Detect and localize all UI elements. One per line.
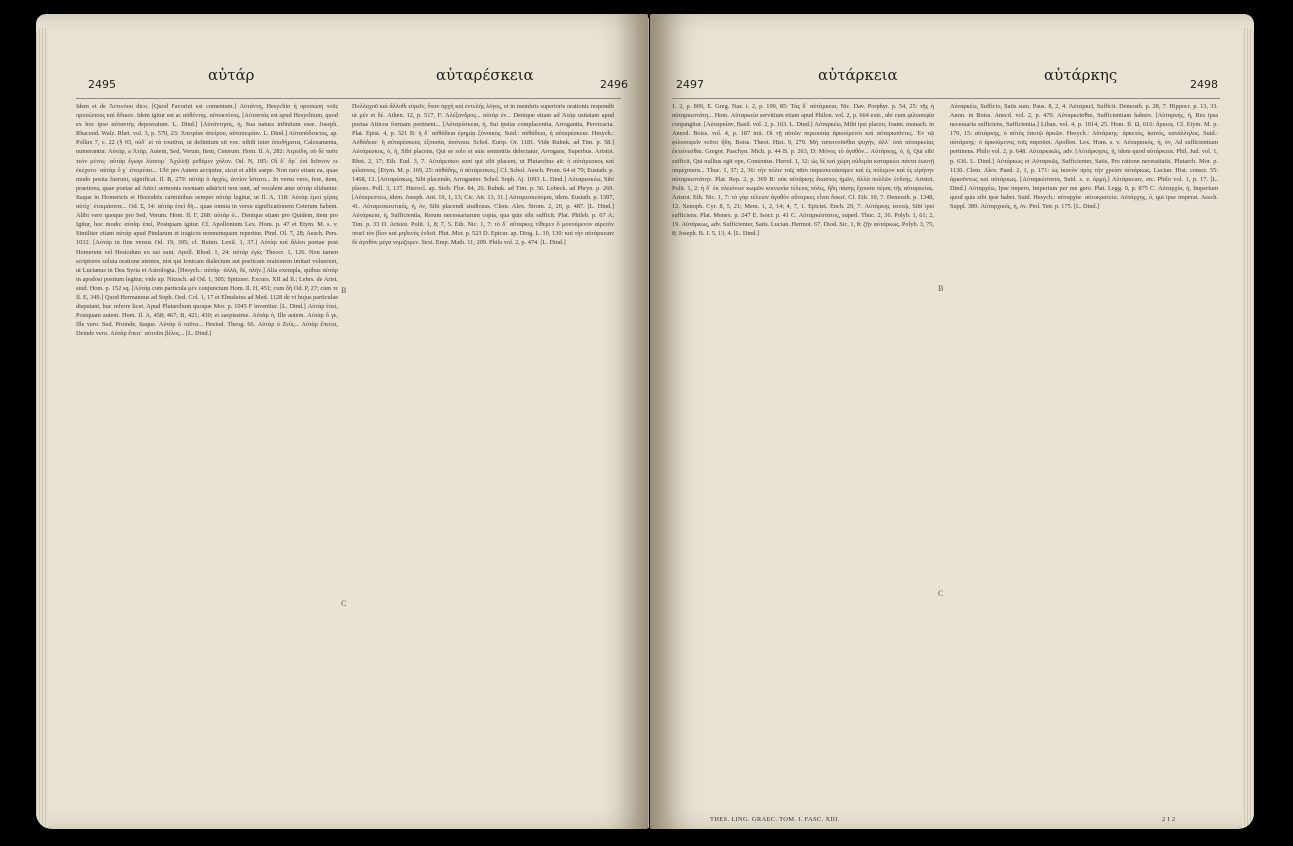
running-head-right: αὐτάρκεια: [818, 66, 898, 84]
running-head-right-outer: αὐτάρκης: [1044, 66, 1118, 84]
page-edges-right: [1242, 28, 1254, 828]
column-a: Idem et de Ἀντινόου dico. [Quod Favorini est comentum.] Αὐτάντη, Hesychio ἡ προσώπη τοῦς προσώπους καὶ ἄδικον. Idem igitur est ac αὐθέντης. αὐτοκτόνος. [Αὐταντάς est apud Hesychium, quod ex hoc ipso αὐταντής depravatum. L. Dind.] [Αὐτάντησις, ἡ, Sua natura infinitum esse. Joseph. Rhacend. Walz. Rhet. vol. 3, p. 570, 23: Ἀπειρίαν ἀπείρου, αὐταπειρίαν. L. Dind.] Αὐταπόδεικτος, ap. Pollux 7, c. 22 (§ 93, οὐδ᾽ εἰ τά τοιαῦτα, ut definitum sit voc. nihili inter ὑποδήματα, Calceamenta, numerantur. Αὐτάρ, a Ἀτὰρ, Autem, Sed, Verum, Item, Ceterum. Hom. Il. A, 282: Ἀτρείδη, σὺ δὲ παῦε τεὸν μένος· αὐτὰρ ἔγωγε λίσσομ᾽ Ἀχιλλῆϊ μεθέμεν χόλον. Od. N, 185: Οἳ δ᾽ ἄρ᾽ ἐπὶ δεῖπνον τε ἐκέχυτο· αὐτὰρ ὅ γ᾽ ἐπιτρέπει... Ubi pro Autem accipitur, sicut et alibi saepe. Non raro etiam ea, quae modo posita fuerunt, significat. Il. B, 279: αὐτὰρ ὁ ἀρχὸς, ἀντίον ἴστατο... In versu vero, fere, item, praeterea, quae poetae ad Attici sermonis normam adstricti non sunt, ad vocalem ante αὐτάρ eliduntur. Itaque in Homericis et Hesiodeis carminibus semper αὐτάρ legitur, ut Il. A, 118: Αὐτὰρ ἐμοὶ γέρας αὐτίχ᾽ ἑτοιμάσατε... Od. Σ, 14: αὐτὰρ ἐπεὶ δὴ... quae omnia in versu significationem Ceterum habent. Alibi vero quoque pro Sed, Verum. Hom. Il. Γ, 268: αὐτὰρ ὁ... Denique etiam pro Quidem, item pro Igitur, hoc modo: αὐτὰρ ἐπεὶ, Postquam igitur. Cf. Apollonium Lex. Hom. p. 47 et Etym. M. s. v. Similiter etiam αὐτάρ apud Pindarum et tragicos nonnumquam reperitur. Pind. Ol. 7, 28; Aesch. Pers. 1032. [Αὐτάρ in fine versus Od. 19, 395; cf. Buttm. Lexil. 1, 37.] Αὐτὰρ καὶ ἄλλοι poetae post Homerum vel Hesiodum eo usi sunt. Apoll. Rhod. 1, 24: αὐτὰρ ἐγώ; Theocr. 1, 126. Non tamen scriptores soluta oratione utentes, nisi qui Ionicam dialectum aut poeticam orationem imitari voluerunt, ut Lucianus in Dea Syria et Astrologia. [Hesych.: αὐτάρ· ἀλλά, δέ, πλήν.] Alia exempla, quibus αὐτάρ in apodosi positum legitur, vide ap. Nitzsch. ad Od. 1, 305; Spitzner. Excurs. XII ad Il.; Lehrs. de Arist. stud. Hom. p. 152 sq. [Αὐτάρ cum particula μέν conjunctum Hom. Il. H, 451; cum δή Od. P, 27; cum τε Il. E, 349.] Quod Hermannus ad Soph. Oed. Col. 1, 17 et Elmsleius ad Med. 1128 de vi hujus particulae disputant, huc referre licet. Apud Plutarchum quoque Mor. p. 1045 F invenitur. [L. Dind.] Αὐτάρ ἐπεί, Postquam autem. Hom. Il. A, 458; 467; B, 421; 430; et saepissime. Αὐτὰρ ὁ, Ille autem. Αὐτὰρ ὅ γε, Ille vero. Sed. Proinde, Itaque. Αὐτὰρ ὅ ταῦτα... Hesiod. Theog. 66. Αὐτὰρ ὁ Ζεύς... Αὐτὰρ ἔπειτα, Deinde vero. Αὐτὰρ ἔπειτ᾽ αὐτοῖσι βέλος... [L. Dind.]: [76, 103, 338, 338]
signature-mark: 2 I 2: [1162, 816, 1176, 823]
column-c: 1. 2, p. 809, E. Greg. Naz. t. 2, p. 199, 85: Τὰς δ᾽ αὐτάρκεια, Nic. Dav. Porphyr. p. 54, 25: τῆς ἡ αὐταρκεστάτη... Hom. Αὐταρκεία servitium etiam apud Philon. vol. 2, p. 664 extr., ubi cum φιλοσοφία conjungitur. [Αὐταρκίαν, Basil. vol. 2, p. 163. L. Dind.] Αὐταρκέω, Mihi ipsi placeo, Joann. monach. in Anecd. Boiss. vol. 4, p. 187 init. Οἱ τῇ αὐτῶν περιουσίᾳ ἀρκούμενοι καὶ αὐταρκοῦντες. Ἐν τῷ φιλοσοφεῖν τοῦτο ἤδη. Boiss. Theot. Hist. 9, 279. Μὴ ταπεινοῦσθαι ψυχὴν, ἀλλ᾽ ὑπὸ αὐταρκείας ἐκτείνεσθαι. Gregor. Paschyn. Mich. p. 44 B. p. 263, D: Μόνος τὸ ἀγαθὸν... Αὐτάρκης, ὁ, ἡ, Qui sibi sufficit, Qui nullius egit ope, Contentus. Herod. 1, 32: ὡς δὲ καὶ χώρη οὐδεμία καταρκέει πάντα ἑωυτῇ παρέχουσα... Thuc. 1, 37; 2, 36: τὴν πόλιν τοῖς πᾶσι παρεσκευάσαμεν καὶ ἐς πόλεμον καὶ ἐς εἰρήνην αὐταρκεστάτην. Plat. Rep. 2, p. 369 B: οὐκ αὐτάρκης ἕκαστος ἡμῶν, ἀλλὰ πολλῶν ἐνδεής. Aristot. Polit. 1, 2: ἡ δ᾽ ἐκ πλειόνων κωμῶν κοινωνία τέλειος πόλις, ἤδη πάσης ἔχουσα πέρας τῆς αὐταρκείας. Aristot. Eth. Nic. 1, 7: τὸ γὰρ τέλειον ἀγαθὸν αὔταρκες εἶναι δοκεῖ. Cf. Eth. 10, 7. Demosth. p. 1348, 12. Xenoph. Cyr. 8, 5, 21; Mem. 1, 2, 14; 4, 7, 1. Epictet. Ench. 29, 7. Αὐτάρκης ἑαυτῷ, Sibi ipsi sufficiens. Plat. Menex. p. 247 E. Isocr. p. 41 C. Αὐταρκέστατος, superl. Thuc. 2, 36. Polyb. 1, 61; 2, 19. Αὐτάρκως, adv. Sufficienter, Satis. Lucian. Hermot. 67. Diod. Sic. 1, 8: ζῆν αὐτάρκως. Polyb. 3, 75, 8; Joseph. B. J. 5, 13, 4. [L. Dind.]: [672, 103, 934, 238]
margin-letter-c-right: C: [938, 589, 944, 598]
header-rule-right: [672, 98, 1220, 99]
page-number-2497: 2497: [676, 78, 704, 91]
page-edges-left: [36, 28, 48, 828]
page-number-2495: 2495: [88, 78, 116, 91]
running-head-left-inner: αὐταρέσκεια: [436, 66, 534, 84]
left-page: [36, 14, 648, 829]
page-number-2496: 2496: [600, 78, 628, 91]
signature-line: THES. LING. GRAEC. TOM. I. FASC. XIII.: [710, 816, 840, 823]
book-gutter: [648, 18, 649, 828]
column-d: Αὐταρκέω, Sufficio, Satis sum. Paus. 8, 2, 4. Ἀὐταρκεῖ, Sufficit. Demosth. p. 28, 7. Hippocr. p. 13, 33. Anon. in Boiss. Anecd. vol. 2, p. 470. Αὐταρκεῖσθαι, Sufficientiam habere. [Αὐταρκής, ἡ, Res ipsa necessaria sufficiens, Sufficientia.] Liban. vol. 4, p. 1014, 25. Hom. Il. Ω, 616: ἄρκιος. Cf. Etym. M. p. 170, 15: αὐτάρκης, ὁ αὐτὸς ἑαυτῷ ἀρκῶν. Hesych.: Αὐτάρκης· ἀρκετός, ἱκανός, κατάλληλος. Suid.: αὐτάρκης· ὁ ἀρκούμενος τοῖς παροῦσι. Apollon. Lex. Hom. s. v. Αὐταρκικός, ή, όν, Ad sufficientiam pertinens. Philo vol. 2, p. 648. Αὐταρκικῶς, adv. [Αὐτάρκησις, ἡ, idem quod αὐτάρκεια. Phil. Jud. vol. 1, p. 636. L. Dind.] Αὐτάρκως et Αὐταρκῶς, Sufficienter, Satis, Pro ratione necessitatis. Plutarch. Mor. p. 1130. Clem. Alex. Paed. 2, 1, p. 171: ὡς ἱκανὸν πρὸς τὴν χρείαν αὐτάρκως. Lucian. Hist. conscr. 55: ἀρκοῦντως καὶ αὐτάρκως. [Αὐταρκέστατα, Suid. s. v. ὁρμὴ.] Αὐτάρκειαν, etc. Philo vol. 1, p. 17. [L. Dind.] Αὐταρχέω, Ipse impero, Imperium per me gero. Plat. Legg. 9, p. 875 C. Αὐταρχία, ἡ, Imperium quod quis sibi ipse habet. Suid. Hesych.: αὐταρχία· αὐτοκρατεία. Αὐτάρχης, ὁ, qui ipse imperat. Aesch. Suppl. 389. Αὐταρχικός, ή, όν. Ptol. Tetr. p. 175. [L. Dind.]: [950, 103, 1218, 211]
page-number-2498: 2498: [1190, 78, 1218, 91]
running-head-left: αὐτάρ: [208, 66, 255, 84]
margin-letter-c: C: [341, 599, 347, 608]
header-rule-left: [76, 98, 621, 99]
margin-letter-b-right: B: [938, 284, 944, 293]
column-b: Πολλαχοῦ καὶ ἄλλοθι εὑρεῖν, ὅταν ἀρχὴ καὶ ἐντελὴς λόγος, et in membris superioris orationis respondit ut μέν et δέ. Athen. 12, p. 517, F: Ἀλέξανδρος... αὐτὰρ ἐν... Denique etiam ad Ἀτάρ usitatam apud poetas Atticos formam pertinent... [Αὐταρέσκεια, ἡ, Sui ipsius complacentia, Arrogantia, Pervicacia. Plat. Epist. 4, p. 321 B: ἡ δ᾽ αὐθάδεια ἐρημίᾳ ξύνοικος. Suid.: αὐθάδεια, ἡ αὐταρέσκεια. Hesych.: Αὐθάδεια· ἡ αὐταρέσκεια, ἐξουσία, ἀπόνοια. Schol. Eurip. Or. 1181. Vide Ruhnk. ad Tim. p. 58.] Αὐτάρεσκος, ὁ, ἡ, Sibi placens, Qui se solo et suis sententiis delectatur, Arrogans, Superbus. Aristot. Rhet. 2, 17; Eth. Eud. 3, 7. Αὐτάρεσκοι sunt qui sibi placent, ut Plutarchus ait: ὁ αὐτάρεσκος καὶ φίλαυτος. [Etym. M. p. 169, 25: αὐθάδης, ὁ αὐτάρεσκος.] Cf. Schol. Aesch. Prom. 64 et 79; Eustath. p. 1468, 13. [Αὐταρέσκως, Sibi placendo, Arroganter. Schol. Soph. Aj. 1093. L. Dind.] Αὐταρεσκέω, Sibi placeo. Poll. 3, 137. Hierocl. ap. Stob. Flor. 84, 20. Ruhnk. ad Tim. p. 56. Lobeck. ad Phryn. p. 269. [Αὐταρεστέω, idem. Joseph. Ant. 19, 1, 13; Cic. Att. 13, 31.] Αὐταρεσκεύομαι, idem. Eustath. p. 1397, 41. Αὐταρεσκευτικός, ή, όν, Sibi placendi studiosus. Clem. Alex. Strom. 2, 20, p. 487. [L. Dind.] Αὐτάρκεια, ἡ, Sufficientia, Rerum necessariarum copia, qua quis sibi sufficit. Plat. Phileb. p. 67 A; Tim. p. 33 D. Aristot. Polit. 1, 8; 7, 5. Eth. Nic. 1, 7: τὸ δ᾽ αὔταρκες τίθεμεν ὃ μονούμενον αἱρετὸν ποιεῖ τὸν βίον καὶ μηδενὸς ἐνδεᾶ. Plut. Mor. p. 523 D. Epicur. ap. Diog. L. 10, 130: καὶ τὴν αὐτάρκειαν δὲ ἀγαθὸν μέγα νομίζομεν. Sext. Emp. Math. 11, 209. Philo vol. 2, p. 474. [L. Dind.]: [352, 103, 614, 247]
open-book: [28, 8, 1264, 838]
margin-letter-b: B: [341, 286, 347, 295]
right-page: [650, 14, 1254, 829]
